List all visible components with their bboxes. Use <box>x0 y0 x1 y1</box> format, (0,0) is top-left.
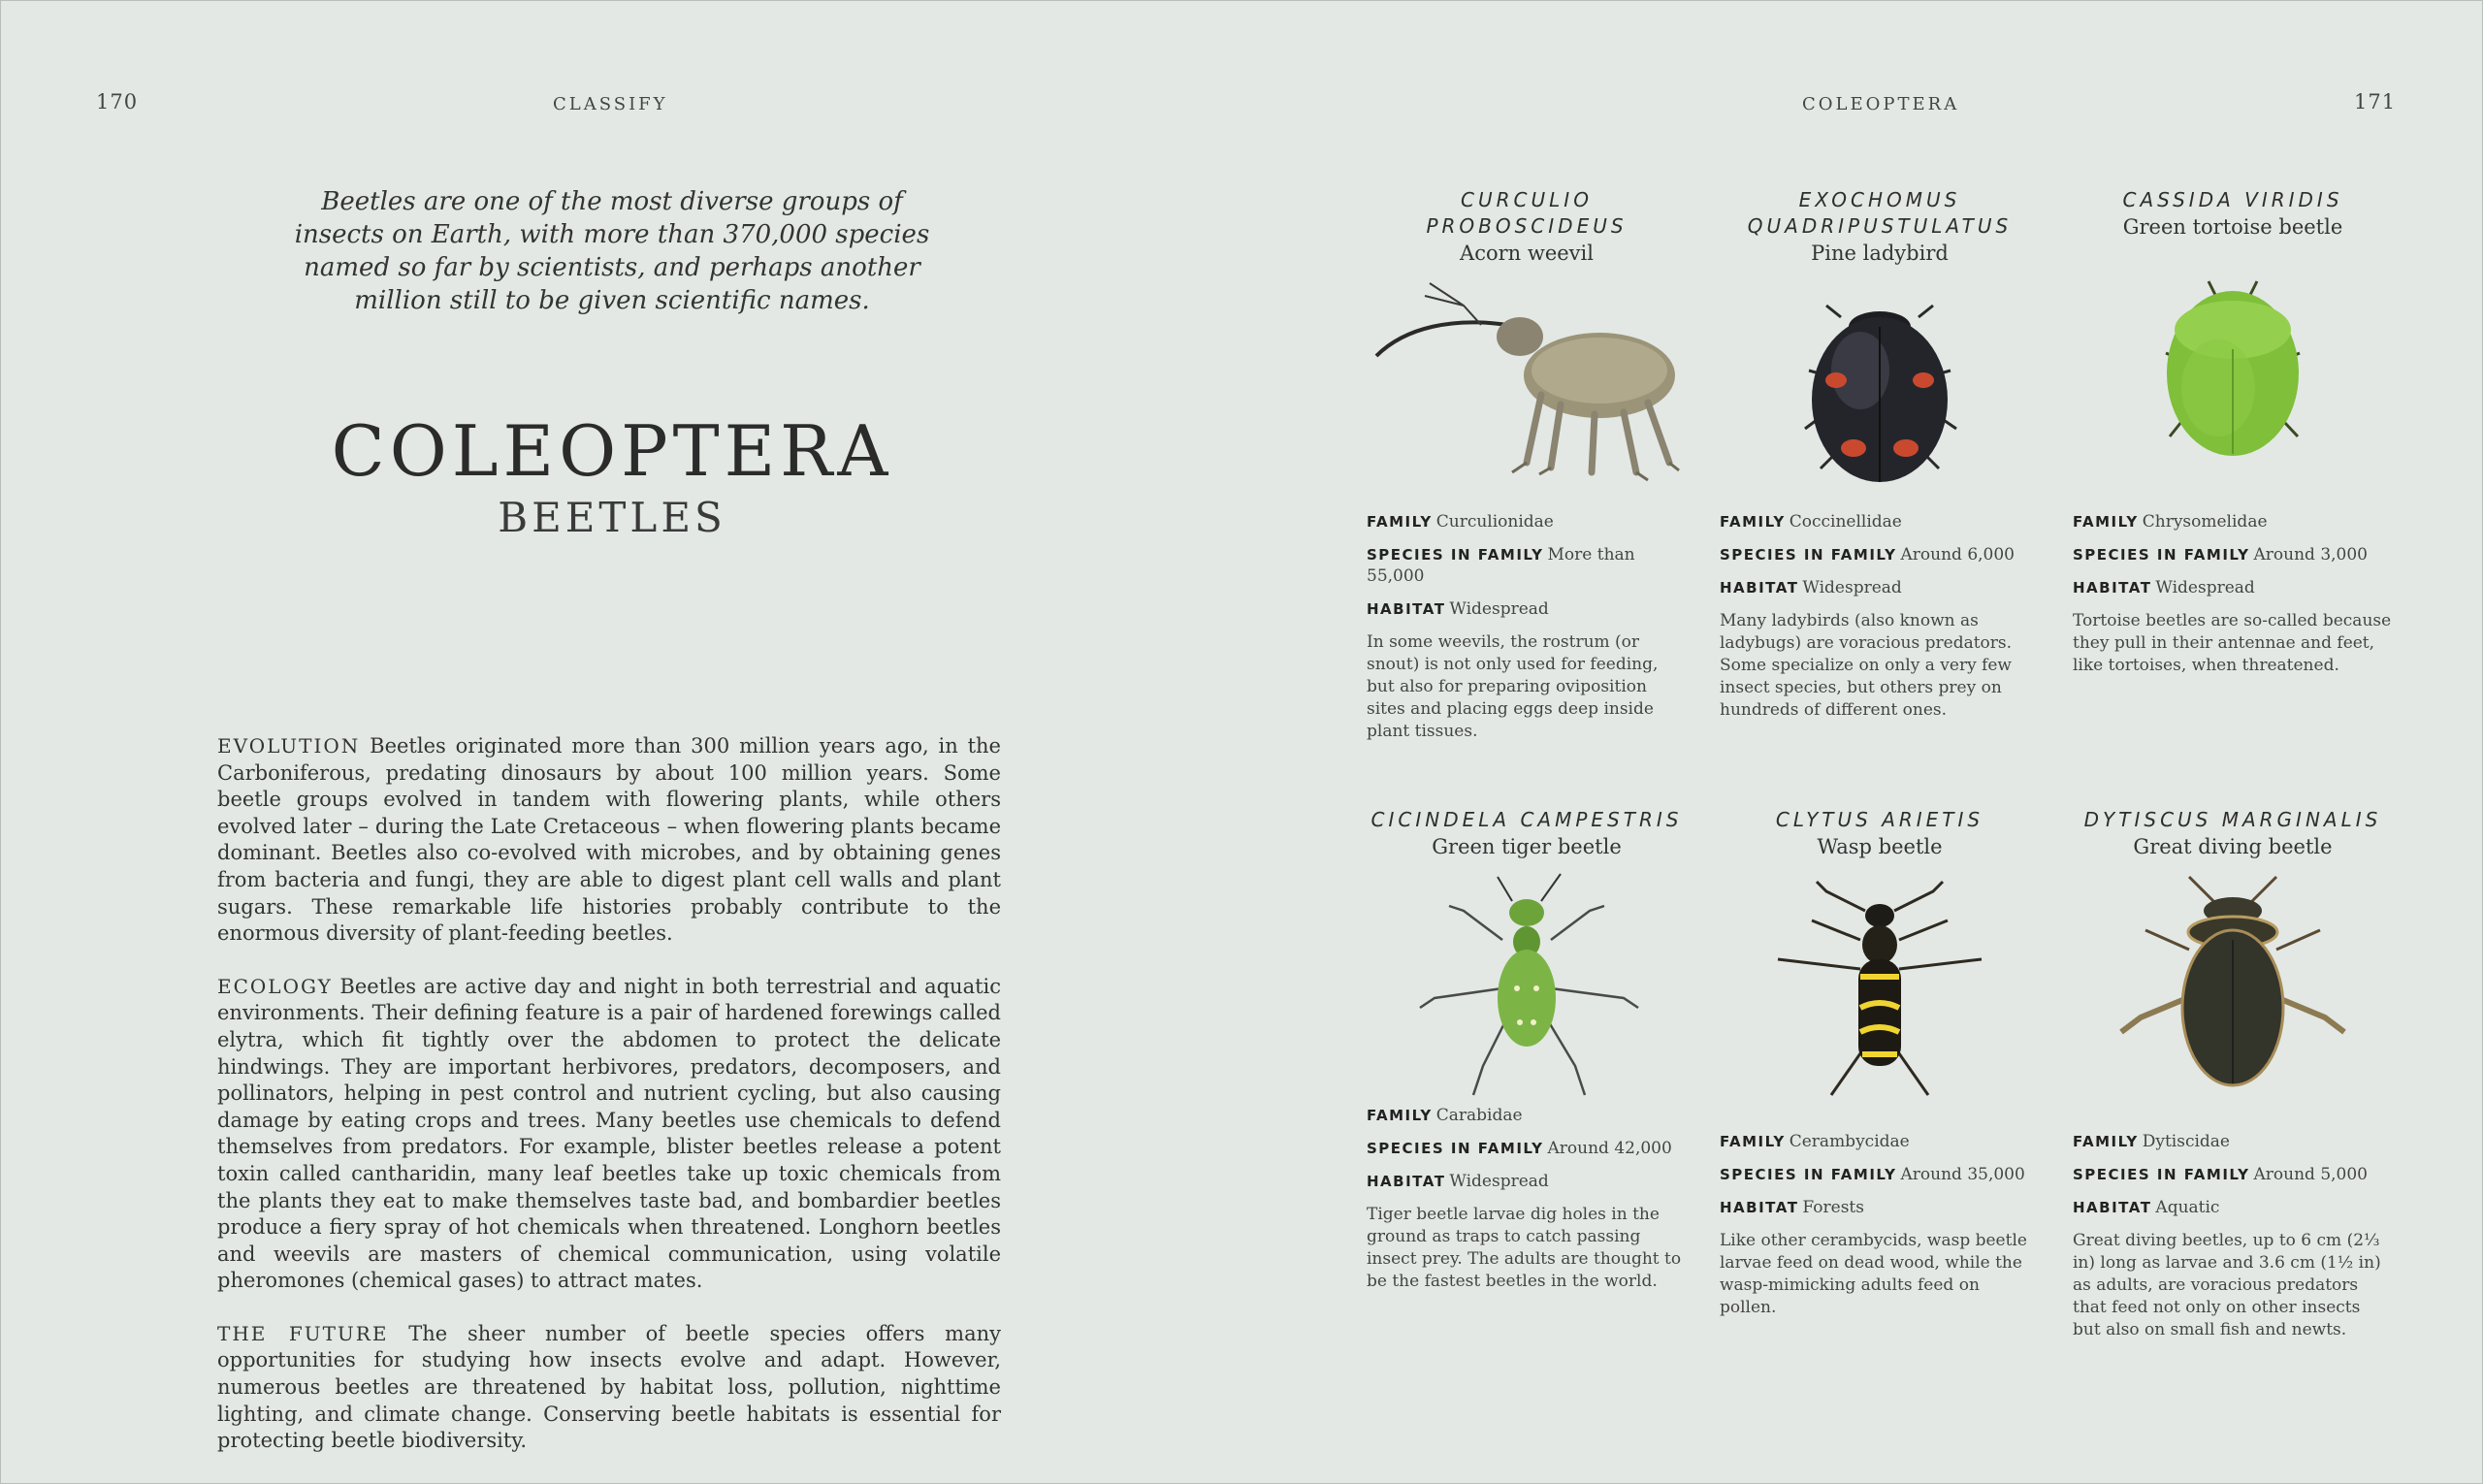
family-fact <box>1720 511 2040 532</box>
section-ecology <box>217 974 1001 1295</box>
scientific-name: CURCULIO PROBOSCIDEUS <box>1426 188 1628 238</box>
family-value: Coccinellidae <box>1789 512 1902 532</box>
habitat-fact <box>1367 598 1687 620</box>
species-card <box>2073 187 2393 677</box>
family-label: FAMILY <box>2073 513 2139 531</box>
species-count-value: Around 5,000 <box>2253 1165 2368 1184</box>
habitat-label: HABITAT <box>1367 600 1446 618</box>
intro-quote: Beetles are one of the most diverse groups of insects on Earth, with more than 370,000 species named so far by scientists, and perhaps another million still to be given scientific names. <box>294 187 930 315</box>
weevil-illustration <box>1367 269 1687 511</box>
species-facts <box>1720 511 2040 722</box>
section-evolution <box>217 733 1001 948</box>
body-text <box>217 733 1001 1481</box>
habitat-label: HABITAT <box>1367 1173 1446 1190</box>
species-count-fact <box>2073 544 2393 565</box>
ladybird-illustration <box>1720 269 2040 511</box>
species-card <box>1720 187 2040 722</box>
habitat-value: Widespread <box>1449 1172 1549 1191</box>
family-value: Curculionidae <box>1435 512 1554 532</box>
species-count-fact <box>1720 1164 2040 1185</box>
scientific-name: CLYTUS ARIETIS <box>1775 808 1984 831</box>
species-description: Tiger beetle larvae dig holes in the ground as traps to catch passing insect prey. The adults are thought to be the fastest beetles in the world. <box>1367 1205 1682 1291</box>
page-number-left: 170 <box>96 90 139 113</box>
section-lead: THE FUTURE <box>217 1321 389 1345</box>
family-value: Cerambycidae <box>1789 1132 1910 1151</box>
species-label: SPECIES IN FAMILY <box>1720 1166 1897 1183</box>
section-lead: ECOLOGY <box>217 974 333 998</box>
scientific-name: DYTISCUS MARGINALIS <box>2083 808 2382 831</box>
species-label: SPECIES IN FAMILY <box>2073 546 2250 564</box>
common-name: Green tiger beetle <box>1432 835 1622 858</box>
family-label: FAMILY <box>1367 513 1433 531</box>
habitat-label: HABITAT <box>2073 579 2152 597</box>
section-text: The sheer number of beetle species offers many opportunities for studying how insects evolve and adapt. However, numerous beetles are threatened by habitat loss, pollution, nighttime lighting, and climate change. Conserving beetle habitats is essential for protecting beetle biodiversity. <box>217 1321 1001 1453</box>
species-facts <box>1367 1105 1687 1293</box>
tiger-beetle-illustration <box>1367 862 1687 1105</box>
habitat-value: Widespread <box>1449 599 1549 619</box>
common-name: Acorn weevil <box>1460 242 1594 265</box>
family-value: Carabidae <box>1435 1106 1523 1125</box>
page-title: COLEOPTERA <box>331 410 893 492</box>
family-fact <box>1720 1131 2040 1152</box>
habitat-label: HABITAT <box>1720 1199 1799 1216</box>
species-count-value: More than 55,000 <box>1367 545 1635 586</box>
species-facts <box>2073 1131 2393 1341</box>
species-count-value: Around 42,000 <box>1547 1139 1672 1158</box>
common-name: Wasp beetle <box>1817 835 1943 858</box>
section-text: Beetles originated more than 300 million years ago, in the Carboniferous, predating dinosaurs by about 100 million years. Some beetle groups evolved in tandem with flowering plants, while others evolved later – during the Late Cretaceous – when flowering plants became dominant. Beetles also co-evolved with microbes, and by obtaining genes from bacteria and fungi, they are able to digest plant cell walls and plant sugars. These remarkable life histories probably contribute to the enormous diversity of plant-feeding beetles. <box>217 734 1001 946</box>
family-fact <box>1367 511 1687 532</box>
species-label: SPECIES IN FAMILY <box>1720 546 1897 564</box>
habitat-label: HABITAT <box>2073 1199 2152 1216</box>
habitat-fact <box>1367 1171 1687 1192</box>
family-label: FAMILY <box>1720 1133 1786 1150</box>
species-card <box>2073 807 2393 1341</box>
wasp-beetle-illustration <box>1720 862 2040 1131</box>
species-label: SPECIES IN FAMILY <box>1367 546 1544 564</box>
species-count-value: Around 3,000 <box>2253 545 2368 565</box>
habitat-fact <box>1720 577 2040 598</box>
species-label: SPECIES IN FAMILY <box>2073 1166 2250 1183</box>
scientific-name: CASSIDA VIRIDIS <box>2122 188 2343 211</box>
section-lead: EVOLUTION <box>217 734 361 758</box>
species-count-value: Around 6,000 <box>1900 545 2015 565</box>
species-description: Like other cerambycids, wasp beetle larvae feed on dead wood, while the wasp-mimicking adults feed on pollen. <box>1720 1231 2027 1317</box>
habitat-fact <box>2073 577 2393 598</box>
species-label: SPECIES IN FAMILY <box>1367 1140 1544 1157</box>
common-name: Great diving beetle <box>2133 835 2333 858</box>
habitat-fact <box>2073 1197 2393 1218</box>
habitat-value: Aquatic <box>2155 1198 2220 1217</box>
species-facts <box>1367 511 1687 743</box>
section-text: Beetles are active day and night in both terrestrial and aquatic environments. Their defining feature is a pair of hardened forewings called elytra, which fit tightly over the abdomen to protect the delicate hindwings. They are important herbivores, predators, decomposers, and pollinators, helping in pest control and nutrient cycling, but also causing damage by eating crops and trees. Many beetles use chemicals to defend themselves from predators. For example, blister beetles release a potent toxin called cantharidin, many leaf beetles take up toxic chemicals from the plants they eat to make themselves taste bad, and bombardier beetles produce a fiery spray of hot chemicals when threatened. Longhorn beetles and weevils are masters of chemical communication, using volatile pheromones (chemical gases) to attract mates. <box>217 974 1001 1293</box>
species-count-fact <box>1720 544 2040 565</box>
scientific-name: EXOCHOMUS QUADRIPUSTULATUS <box>1747 188 2013 238</box>
habitat-value: Forests <box>1802 1198 1864 1217</box>
common-name: Green tortoise beetle <box>2122 215 2343 239</box>
species-card <box>1367 187 1687 743</box>
family-label: FAMILY <box>2073 1133 2139 1150</box>
habitat-value: Widespread <box>1802 578 1902 597</box>
species-facts <box>2073 511 2393 677</box>
species-count-fact <box>1367 544 1687 587</box>
family-label: FAMILY <box>1367 1107 1433 1124</box>
running-head-right: COLEOPTERA <box>1802 94 1960 114</box>
species-card <box>1720 807 2040 1319</box>
family-fact <box>2073 511 2393 532</box>
diving-beetle-illustration <box>2073 862 2393 1131</box>
family-fact <box>1367 1105 1687 1126</box>
habitat-fact <box>1720 1197 2040 1218</box>
common-name: Pine ladybird <box>1811 242 1949 265</box>
family-value: Dytiscidae <box>2142 1132 2230 1151</box>
page-number-right: 171 <box>2354 90 2397 113</box>
habitat-value: Widespread <box>2155 578 2255 597</box>
family-label: FAMILY <box>1720 513 1786 531</box>
species-description: Many ladybirds (also known as ladybugs) are voracious predators. Some specialize on only a very few insect species, but others prey on hundreds of different ones. <box>1720 611 2013 720</box>
family-value: Chrysomelidae <box>2142 512 2268 532</box>
species-description: Great diving beetles, up to 6 cm (2⅓ in) long as larvae and 3.6 cm (1½ in) as adults, are voracious predators that feed not only on other insects but also on small fish and newts. <box>2073 1231 2381 1339</box>
species-count-value: Around 35,000 <box>1900 1165 2025 1184</box>
page-subtitle: BEETLES <box>498 494 726 541</box>
species-card <box>1367 807 1687 1293</box>
species-count-fact <box>1367 1138 1687 1159</box>
running-head-left: CLASSIFY <box>553 94 668 114</box>
species-facts <box>1720 1131 2040 1319</box>
habitat-label: HABITAT <box>1720 579 1799 597</box>
tortoise-beetle-illustration <box>2073 242 2393 511</box>
species-description: In some weevils, the rostrum (or snout) is not only used for feeding, but also for preparing oviposition sites and placing eggs deep inside plant tissues. <box>1367 632 1659 741</box>
species-description: Tortoise beetles are so-called because they pull in their antennae and feet, like tortoises, when threatened. <box>2073 611 2392 675</box>
family-fact <box>2073 1131 2393 1152</box>
scientific-name: CICINDELA CAMPESTRIS <box>1370 808 1683 831</box>
section-future <box>217 1321 1001 1455</box>
species-count-fact <box>2073 1164 2393 1185</box>
